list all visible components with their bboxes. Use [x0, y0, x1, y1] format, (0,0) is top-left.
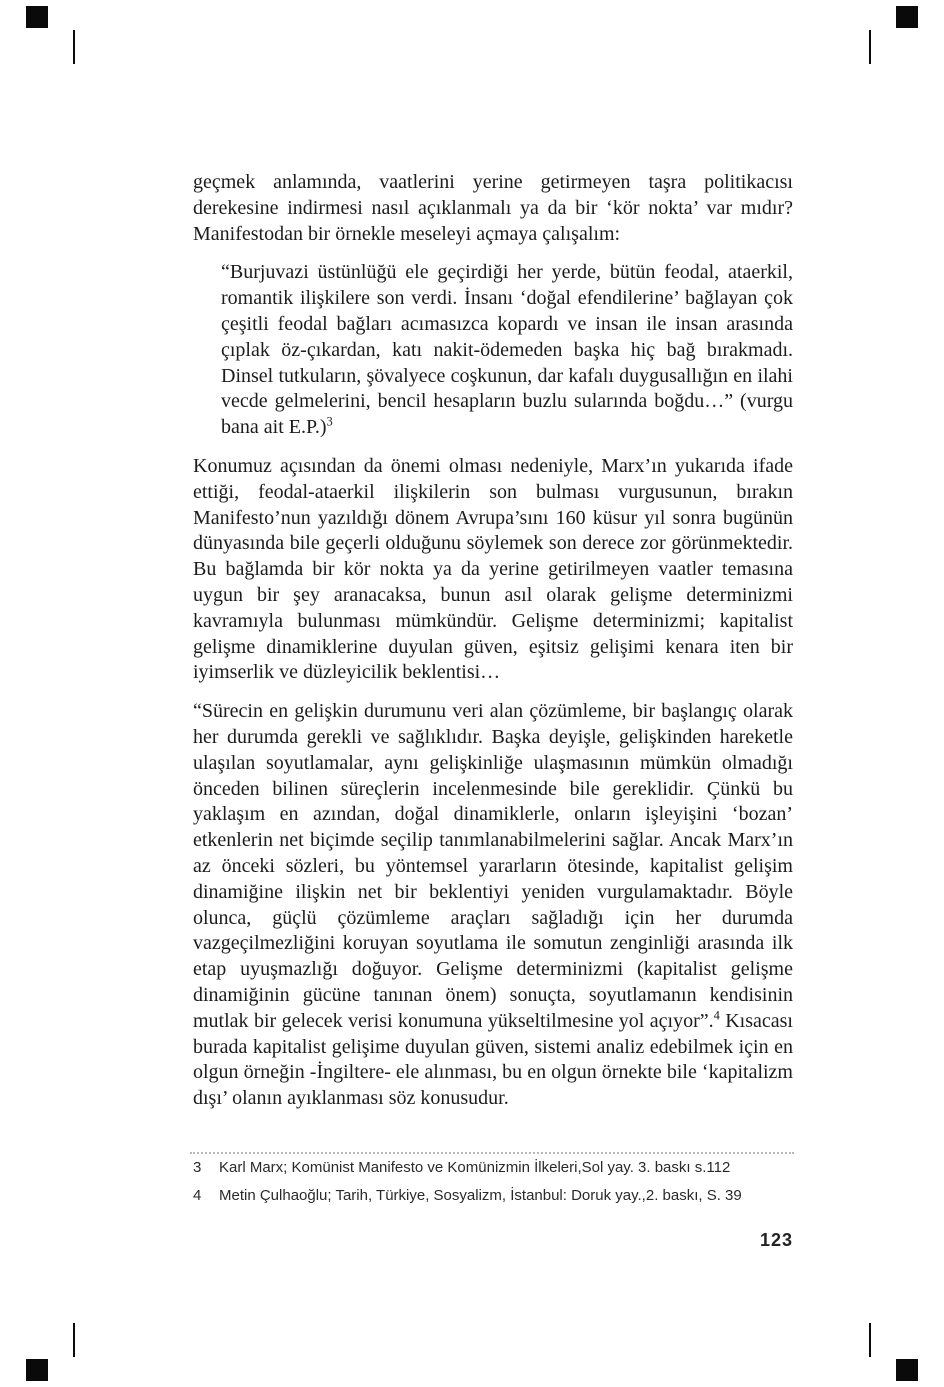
- footnote-number: 4: [193, 1187, 202, 1204]
- paragraph-intro: geçmek anlamında, vaatlerini yerine getirmeyen taşra politikacısı derekesine indirmesi nasıl açıklanmalı ya da bir ‘kör nokta’ var mıdır? Manifestodan bir örnekle meseleyi açmaya çalışalım:: [193, 171, 793, 245]
- manifesto-blockquote: [221, 260, 793, 441]
- analysis-quote-text: “Sürecin en gelişkin durumunu veri alan çözümleme, bir başlangıç olarak her durumda gerekli ve sağlıklıdır. Başka deyişle, gelişkinden hareketle ulaşılan soyutlamalar, aynı gelişkinliğe ulaşmasının mümkün olmadığı önceden bilinen süreçlerin incelenmesinde bile gereklidir. Çünkü bu yaklaşım en azından, doğal dinamiklerle, onların işleyişini ‘bozan’ etkenlerin net biçimde seçilip tanımlanabilmelerini sağlar. Ancak Marx’ın az önceki sözleri, bu yöntemsel yararların ötesinde, kapitalist gelişim dinamiğine ilişkin net bir beklentiyi yeniden vurgulamaktadır. Böyle olunca, güçlü çözümleme araçları sağladığı için her durumda vazgeçilmezliğini koruyan soyutlama ile somutun zenginliği arasında ilk etap uyuşmazlığı doğuyor. Gelişme determinizmi (kapitalist gelişme dinamiğinin gücüne tanınan önem) sonuçta, soyutlamanın kendisinin mutlak bir gelecek verisi konumuna yükseltilmesine yol açıyor”.: [193, 700, 793, 1032]
- crop-mark-line-bottom-right: [869, 1323, 871, 1357]
- crop-mark-square-top-left: [26, 6, 48, 28]
- blockquote-text: “Burjuvazi üstünlüğü ele geçirdiği her yerde, bütün feodal, ataerkil, romantik ilişkilere son verdi. İnsanı ‘doğal efendilerine’ bağlayan çok çeşitli feodal bağları acımasızca kopardı ve insan ile insan arasında çıplak öz-çıkardan, katı nakit-ödemeden başka hiç bağ bırakmadı. Dinsel tutkuların, şövalyece coşkunun, dar kafalı duygusallığın en ilahi vecde gelmelerini, bencil hesapların buzlu sularında boğdu…” (vurgu bana ait E.P.): [221, 261, 793, 439]
- paragraph-commentary: Konumuz açısından da önemi olması nedeniyle, Marx’ın yukarıda ifade ettiği, feodal-ataerkil ilişkilerin son bulması vurgusunun, bırakın Manifesto’nun yazıldığı dönem Avrupa’sını 160 küsur yıl sonra bugünün dünyasında bile geçerli olduğunu söylemek son derece zor görünmektedir. Bu bağlamda bir kör nokta ya da yerine getirilmeyen vaatler temasına uygun bir şey aranacaksa, bunun asıl olarak gelişme determinizmi kavramıyla bulunması mümkündür. Gelişme determinizmi; kapitalist gelişme dinamiklerine duyulan güven, eşitsiz gelişimi kenara iten bir iyimserlik ve düzleyicilik beklentisi…: [193, 454, 793, 684]
- footnote-number: 3: [193, 1159, 202, 1176]
- crop-mark-square-bottom-right: [896, 1359, 918, 1381]
- footnote-item: [193, 1158, 797, 1177]
- paragraph-analysis: [193, 699, 793, 1112]
- crop-mark-square-bottom-left: [26, 1359, 48, 1381]
- footnote-item: [193, 1186, 797, 1205]
- crop-mark-line-top-right: [869, 30, 871, 64]
- footnote-divider: [190, 1152, 794, 1154]
- analysis-closing-text: Kısacası burada kapitalist gelişime duyulan güven, sistemi analiz edebilmek için en olgun örneğin -İngiltere- ele alınması, bu en olgun örnekte bile ‘kapitalizm dışı’ olanın ayıklanması söz konusudur.: [193, 1009, 793, 1110]
- crop-mark-line-top-left: [73, 30, 75, 64]
- page-number: 123: [759, 1230, 793, 1250]
- footnote-text: Karl Marx; Komünist Manifesto ve Komünizmin İlkeleri,Sol yay. 3. baskı s.112: [219, 1159, 731, 1176]
- footnotes-block: [193, 1158, 797, 1214]
- crop-mark-square-top-right: [896, 6, 918, 28]
- footnote-reference-3: 3: [326, 414, 333, 429]
- body-text-column: [193, 170, 793, 1125]
- crop-mark-line-bottom-left: [73, 1323, 75, 1357]
- footnote-text: Metin Çulhaoğlu; Tarih, Türkiye, Sosyalizm, İstanbul: Doruk yay.,2. baskı, S. 39: [219, 1187, 742, 1204]
- footnote-reference-4: 4: [713, 1008, 720, 1023]
